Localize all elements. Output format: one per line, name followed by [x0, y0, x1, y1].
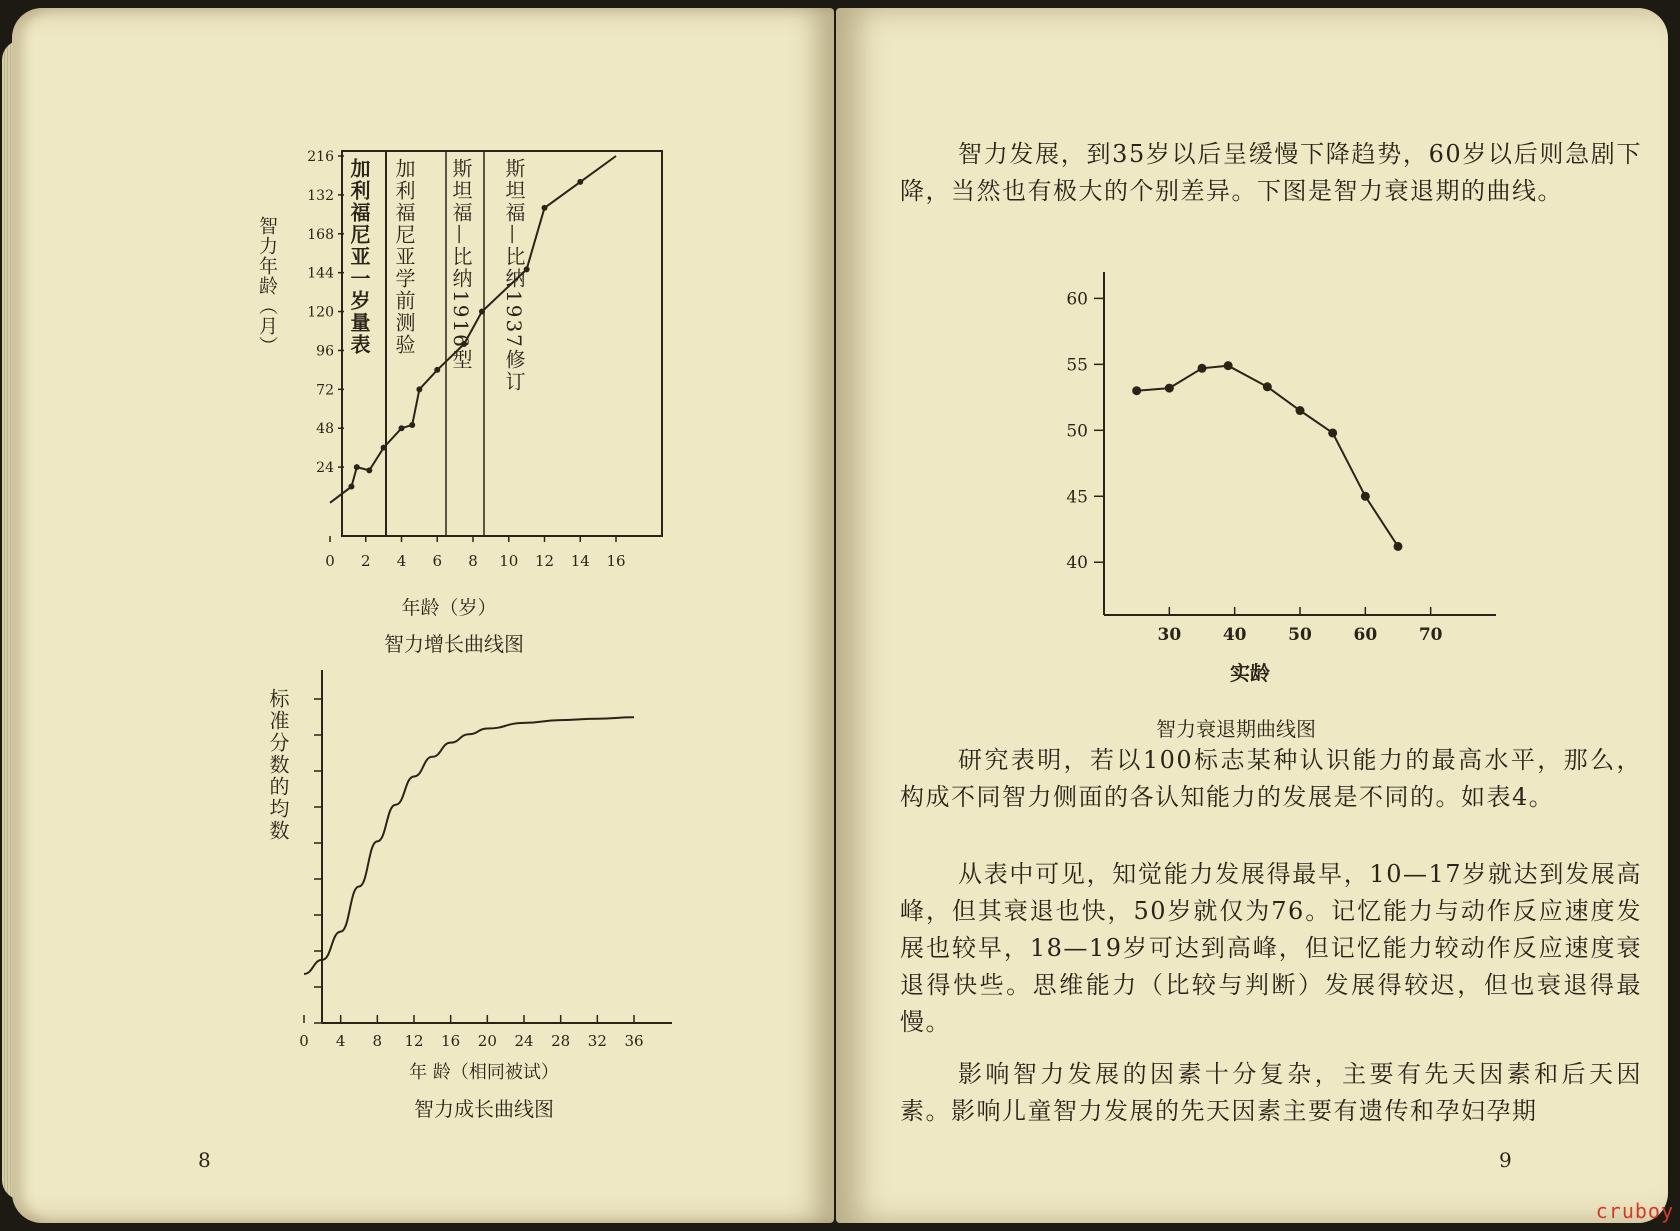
growth-chart [234, 136, 674, 676]
development-x-tick-label: 28 [551, 1032, 571, 1050]
growth-x-tick-label: 8 [468, 552, 478, 570]
decline-curve [1137, 366, 1398, 547]
region-label-3: 斯坦福—比纳1916型 [449, 158, 473, 371]
development-x-label: 年 龄（相同被试） [409, 1062, 559, 1083]
left-page-number: 8 [198, 1148, 211, 1172]
growth-point [577, 179, 583, 185]
growth-x-label: 年龄（岁） [401, 597, 497, 619]
development-x-tick-label: 32 [587, 1032, 607, 1050]
decline-y-tick-label: 50 [1066, 421, 1088, 442]
decline-point [1263, 382, 1272, 391]
growth-y-tick-label: 120 [307, 304, 334, 321]
development-x-tick-label: 8 [372, 1032, 383, 1050]
development-caption: 智力成长曲线图 [414, 1097, 554, 1121]
paragraph-2: 研究表明，若以100标志某种认识能力的最高水平，那么，构成不同智力侧面的各认知能力的发展是不同的。如表4。 [900, 746, 1642, 811]
development-x-tick-label: 36 [624, 1032, 644, 1050]
decline-x-tick-label: 40 [1222, 625, 1247, 645]
growth-x-tick-label: 14 [570, 552, 590, 570]
right-page [836, 8, 1668, 1223]
region-label-4: 斯坦福—比纳1937修订 [502, 158, 526, 393]
decline-caption: 智力衰退期曲线图 [1156, 717, 1316, 740]
decline-point [1224, 361, 1233, 370]
growth-y-tick-label: 216 [307, 149, 334, 165]
decline-point [1361, 492, 1370, 501]
decline-point [1296, 406, 1305, 415]
growth-y-tick-label: 96 [316, 343, 334, 360]
growth-y-tick-label: 72 [316, 382, 334, 399]
left-page [12, 8, 834, 1223]
decline-x-tick-label: 50 [1288, 625, 1312, 645]
development-x-tick-label: 0 [299, 1032, 309, 1050]
decline-y-tick-label: 55 [1066, 355, 1088, 376]
growth-point [434, 367, 440, 373]
development-chart [234, 658, 694, 1128]
decline-point [1328, 428, 1337, 437]
growth-y-tick-label: 24 [316, 460, 334, 477]
decline-point [1132, 386, 1141, 395]
growth-x-tick-label: 12 [534, 552, 555, 570]
growth-y-tick-label: 168 [307, 226, 334, 243]
growth-x-tick-label: 0 [325, 552, 335, 570]
decline-y-tick-label: 45 [1066, 487, 1088, 508]
right-page-number: 9 [1499, 1148, 1512, 1172]
development-x-tick-label: 24 [514, 1032, 534, 1050]
growth-y-tick-label: 132 [307, 187, 334, 204]
growth-x-tick-label: 2 [360, 552, 371, 570]
growth-x-tick-label: 10 [499, 552, 519, 570]
decline-chart [1036, 260, 1536, 740]
growth-x-tick-label: 4 [396, 552, 407, 570]
decline-point [1394, 542, 1403, 551]
decline-x-tick-label: 60 [1353, 625, 1378, 645]
decline-point [1198, 364, 1207, 373]
paragraph-4: 影响智力发展的因素十分复杂，主要有先天因素和后天因素。影响儿童智力发展的先天因素主要有遗传和孕妇孕期 [900, 1060, 1642, 1125]
development-x-tick-label: 16 [441, 1032, 461, 1050]
decline-y-tick-label: 60 [1066, 289, 1088, 310]
development-x-tick-label: 20 [477, 1032, 497, 1050]
region-label-1: 加利福尼亚一岁量表 [347, 158, 371, 356]
decline-y-tick-label: 40 [1066, 553, 1088, 574]
growth-y-tick-label: 144 [307, 265, 334, 282]
development-curve [304, 717, 634, 974]
paragraph-3: 从表中可见，知觉能力发展得最早，10—17岁就达到发展高峰，但其衰退也快，50岁就仅为76。记忆能力与动作反应速度发展也较早，18—19岁可达到高峰，但记忆能力较动作反应速度衰退得快些。思维能力（比较与判断）发展得较迟，但也衰退得最慢。 [900, 860, 1642, 1036]
growth-y-tick-label: 48 [316, 421, 334, 438]
growth-x-tick-label: 6 [432, 552, 443, 570]
growth-caption: 智力增长曲线图 [384, 632, 524, 656]
development-y-label: 标准分数的均数 [266, 688, 290, 842]
growth-y-label: 智力年龄（月） [256, 216, 278, 356]
watermark-cruboy: cruboy [1595, 1199, 1674, 1223]
growth-point [542, 205, 548, 211]
growth-x-tick-label: 16 [606, 552, 626, 570]
decline-x-tick-label: 70 [1418, 625, 1443, 645]
decline-point [1165, 384, 1174, 393]
paragraph-1: 智力发展，到35岁以后呈缓慢下降趋势，60岁以后则急剧下降，当然也有极大的个别差异。下图是智力衰退期的曲线。 [900, 140, 1642, 205]
region-label-2: 加利福尼亚学前测验 [392, 158, 416, 356]
development-x-tick-label: 12 [404, 1032, 424, 1050]
development-x-tick-label: 4 [335, 1032, 346, 1050]
decline-x-label: 实龄 [1230, 661, 1270, 685]
decline-x-tick-label: 30 [1157, 625, 1182, 645]
